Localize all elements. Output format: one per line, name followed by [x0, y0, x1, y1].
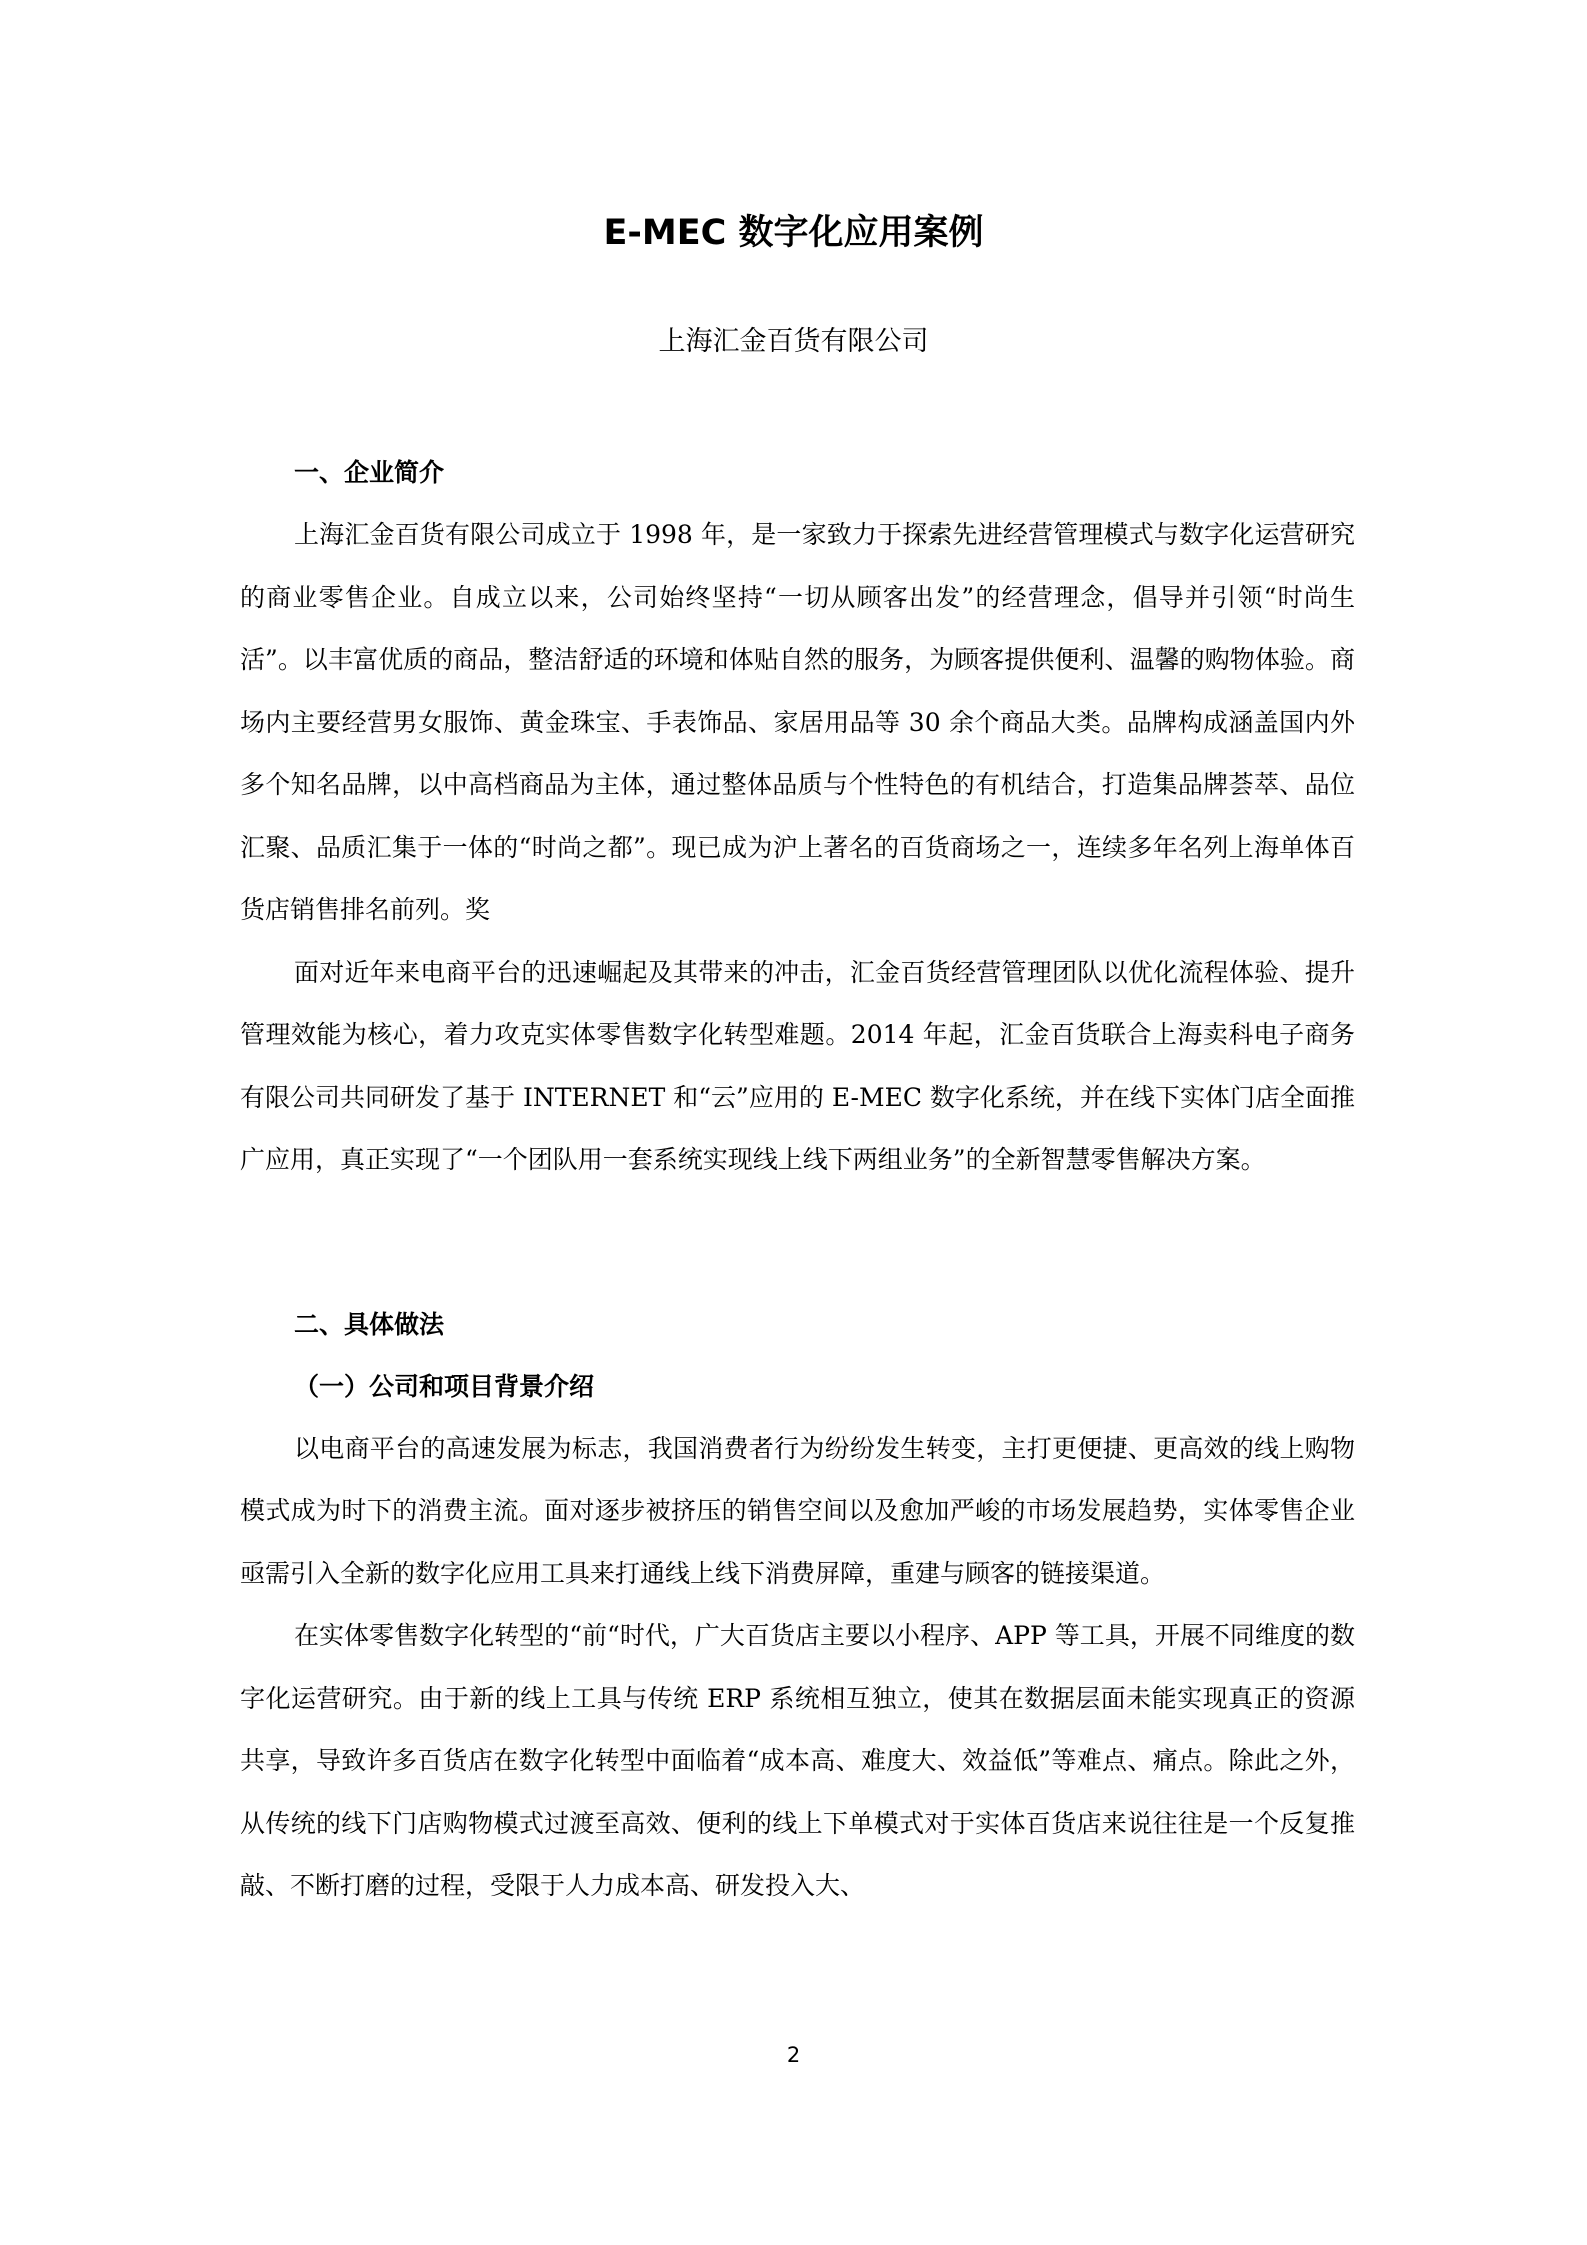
document-title: E-MEC 数字化应用案例 — [603, 213, 984, 253]
page-number: 2 — [786, 2043, 801, 2067]
section-heading-company-profile: 一、企业简介 — [294, 458, 445, 487]
company-name: 上海汇金百货有限公司 — [658, 326, 929, 357]
paragraph-company-profile-2: 面对近年来电商平台的迅速崛起及其带来的冲击，汇金百货经营管理团队以优化流程体验、提升管理效能为核心，着力攻克实体零售数字化转型难题。2014 年起，汇金百货联合上海卖科电子商务有限公司共同研发了基于 INTERNET 和“云”应用的 E-MEC 数字化系统，并在线下实体门店全面推广应用，真正实现了“一个团队用一套系统实现线上线下两组业务”的全新智慧零售解决方案。 — [240, 957, 1355, 1174]
paragraph-background-1: 以电商平台的高速发展为标志，我国消费者行为纷纷发生转变，主打更便捷、更高效的线上购物模式成为时下的消费主流。面对逐步被挤压的销售空间以及愈加严峻的市场发展趋势，实体零售企业亟需引入全新的数字化应用工具来打通线上线下消费屏障，重建与顾客的链接渠道。 — [240, 1433, 1355, 1588]
paragraph-background-2: 在实体零售数字化转型的“前“时代，广大百货店主要以小程序、APP 等工具，开展不同维度的数字化运营研究。由于新的线上工具与传统 ERP 系统相互独立，使其在数据层面未能实现真正的资源共享，导致许多百货店在数字化转型中面临着“成本高、难度大、效益低”等难点、痛点。除此之外，从传统的线下门店购物模式过渡至高效、便利的线上下单模式对于实体百货店来说往往是一个反复推敲、不断打磨的过程，受限于人力成本高、研发投入大、 — [240, 1621, 1355, 1900]
paragraph-company-profile-1: 上海汇金百货有限公司成立于 1998 年，是一家致力于探索先进经营管理模式与数字化运营研究的商业零售企业。自成立以来，公司始终坚持“一切从顾客出发”的经营理念，倡导并引领“时尚生活”。以丰富优质的商品，整洁舒适的环境和体贴自然的服务，为顾客提供便利、温馨的购物体验。商场内主要经营男女服饰、黄金珠宝、手表饰品、家居用品等 30 余个商品大类。品牌构成涵盖国内外多个知名品牌，以中高档商品为主体，通过整体品质与个性特色的有机结合，打造集品牌荟萃、品位汇聚、品质汇集于一体的“时尚之都”。现已成为沪上著名的百货商场之一，连续多年名列上海单体百货店销售排名前列。奖 — [240, 520, 1355, 924]
section-heading-practices: 二、具体做法 — [294, 1309, 445, 1339]
section-spacer — [240, 1192, 1355, 1294]
document-body — [240, 442, 1355, 1918]
subsection-heading-background: （一）公司和项目背景介绍 — [294, 1371, 595, 1401]
